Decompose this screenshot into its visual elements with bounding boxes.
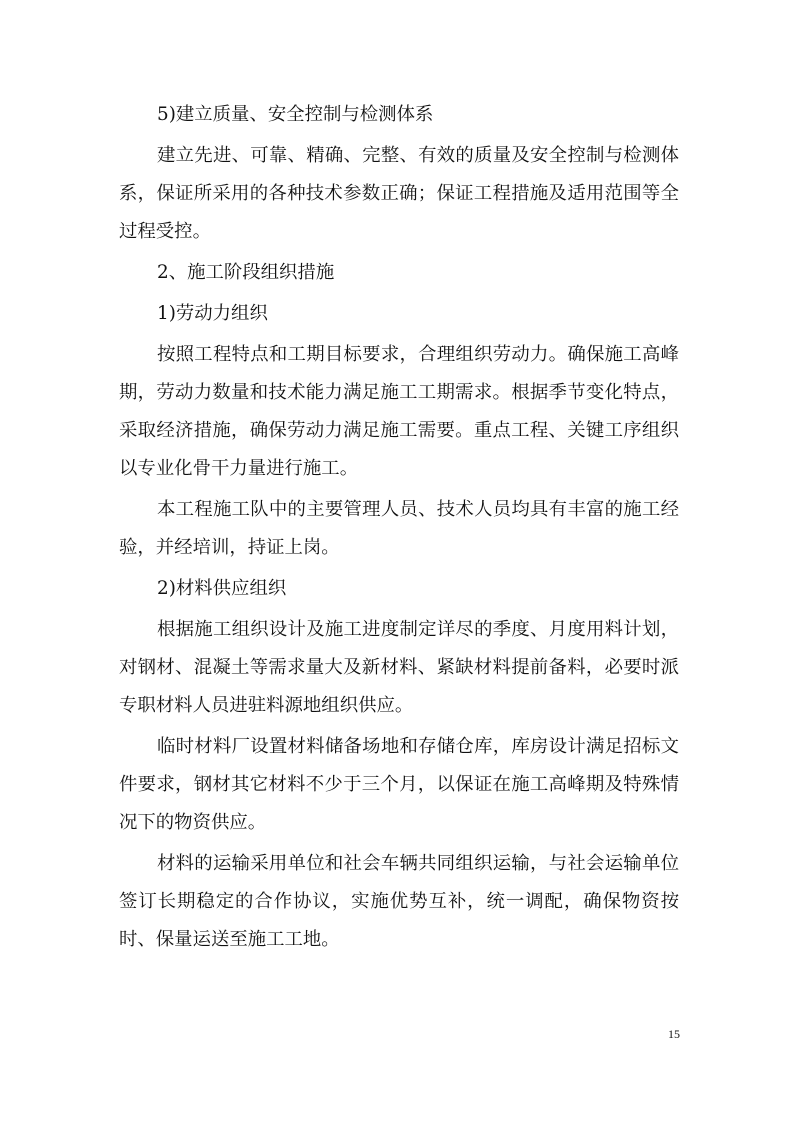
section-heading-quality-safety: 5)建立质量、安全控制与检测体系 [157,104,434,125]
paragraph-quality-safety: 建立先进、可靠、精确、完整、有效的质量及安全控制与检测体系，保证所采用的各种技术参数正确；保证工程措施及适用范围等全过程受控。 [119,145,679,242]
page-number: 15 [668,1027,680,1041]
section-heading-construction-organization: 2、施工阶段组织措施 [157,262,335,283]
paragraph-material-plan: 根据施工组织设计及施工进度制定详尽的季度、月度用料计划，对钢材、混凝土等需求量大及新材料、紧缺材料提前备料，必要时派专职材料人员进驻料源地组织供应。 [119,619,679,716]
paragraph-material-storage: 临时材料厂设置材料储备场地和存储仓库，库房设计满足招标文件要求，钢材其它材料不少于三个月，以保证在施工高峰期及特殊情况下的物资供应。 [119,736,679,833]
paragraph-material-transport: 材料的运输采用单位和社会车辆共同组织运输，与社会运输单位签订长期稳定的合作协议，实施优势互补，统一调配，确保物资按时、保量运送至施工工地。 [119,853,679,950]
paragraph-staff-qualification: 本工程施工队中的主要管理人员、技术人员均具有丰富的施工经验，并经培训，持证上岗。 [119,499,679,558]
document-body [119,96,679,962]
paragraph-labor-organization: 按照工程特点和工期目标要求，合理组织劳动力。确保施工高峰期，劳动力数量和技术能力满足施工工期需求。根据季节变化特点，采取经济措施，确保劳动力满足施工需要。重点工程、关键工序组织以专业化骨干力量进行施工。 [119,344,679,479]
section-heading-material-supply: 2)材料供应组织 [157,578,287,599]
section-heading-labor: 1)劳动力组织 [157,303,268,324]
